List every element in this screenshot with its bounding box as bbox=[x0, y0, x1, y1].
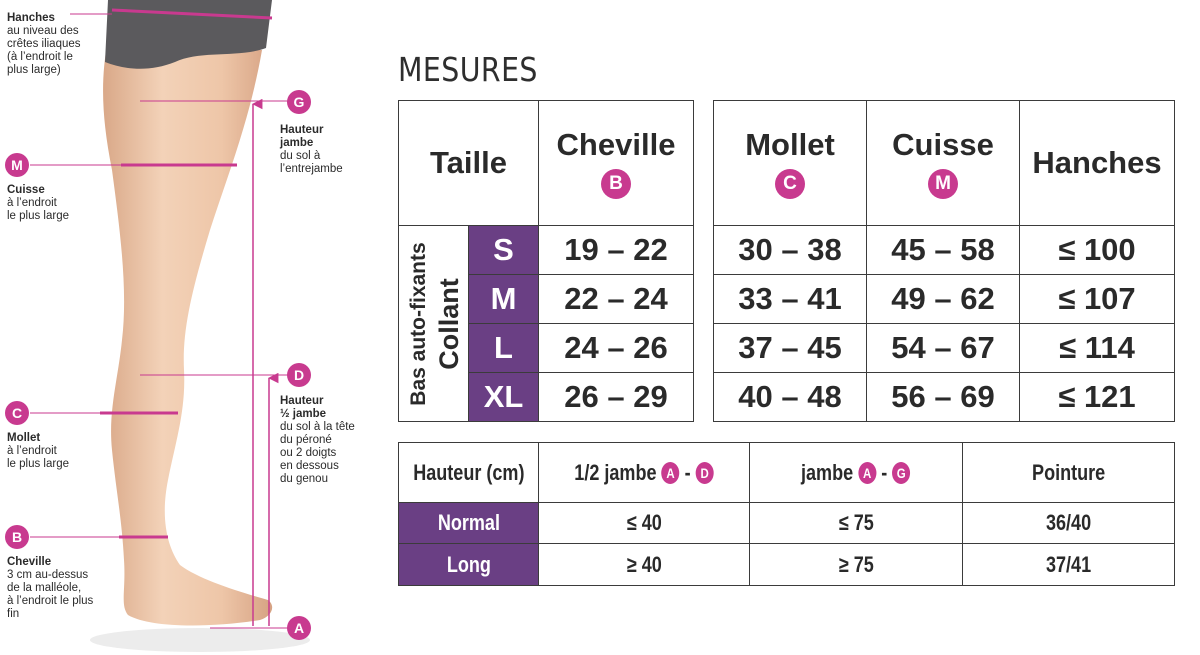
header-demi-sep: - bbox=[684, 459, 691, 485]
page-title: MESURES bbox=[398, 50, 538, 89]
note-hauteur-jambe bbox=[280, 124, 380, 176]
table-row bbox=[399, 226, 694, 275]
note-mollet-title: Mollet bbox=[7, 432, 41, 444]
mollet-cell: 40 – 48 bbox=[714, 373, 867, 422]
header-demi-jambe-label: 1/2 jambe bbox=[574, 459, 657, 485]
note-cheville-title: Cheville bbox=[7, 556, 52, 568]
demi-jambe-cell: ≥ 40 bbox=[539, 544, 750, 586]
hanches-cell: ≤ 114 bbox=[1020, 324, 1175, 373]
note-hauteur-demi-desc: du sol à la tête du péroné ou 2 doigts en dessous du genou bbox=[280, 421, 355, 485]
table-row bbox=[714, 373, 1175, 422]
table-row bbox=[714, 275, 1175, 324]
pointure-cell: 37/41 bbox=[963, 544, 1175, 586]
mollet-cell: 37 – 45 bbox=[714, 324, 867, 373]
note-cuisse-title: Cuisse bbox=[7, 184, 45, 196]
header-pointure: Pointure bbox=[963, 443, 1175, 503]
header-cheville bbox=[539, 101, 694, 226]
note-hanches-title: Hanches bbox=[7, 12, 55, 24]
cuisse-cell: 45 – 58 bbox=[867, 226, 1020, 275]
header-cheville-label: Cheville bbox=[556, 126, 676, 162]
note-cuisse bbox=[7, 184, 107, 223]
cuisse-cell: 56 – 69 bbox=[867, 373, 1020, 422]
table-taille-cheville bbox=[398, 100, 694, 422]
badge-jambe-to: G bbox=[893, 462, 911, 484]
hauteur-label-cell: Normal bbox=[399, 503, 539, 544]
cheville-cell: 19 – 22 bbox=[539, 226, 694, 275]
cuisse-cell: 54 – 67 bbox=[867, 324, 1020, 373]
header-taille: Taille bbox=[399, 101, 539, 226]
note-mollet-desc: à l’endroit le plus large bbox=[7, 445, 70, 470]
jambe-cell: ≥ 75 bbox=[750, 544, 963, 586]
badge-cuisse: M bbox=[928, 169, 958, 199]
note-cheville bbox=[7, 556, 117, 621]
mollet-cell: 30 – 38 bbox=[714, 226, 867, 275]
header-mollet-label: Mollet bbox=[745, 126, 835, 162]
table-hauteur bbox=[398, 442, 1175, 586]
badge-cheville: B bbox=[601, 169, 631, 199]
badge-b: B bbox=[5, 525, 29, 549]
note-mollet bbox=[7, 432, 107, 471]
badge-a: A bbox=[287, 616, 311, 640]
badge-g: G bbox=[287, 90, 311, 114]
note-hauteur-demi bbox=[280, 395, 380, 486]
size-cell: XL bbox=[469, 373, 539, 422]
header-jambe-sep: - bbox=[881, 459, 888, 485]
table-row bbox=[714, 226, 1175, 275]
note-hauteur-jambe-desc: du sol à l’entrejambe bbox=[280, 150, 343, 175]
table-row bbox=[399, 503, 1175, 544]
header-cuisse bbox=[867, 101, 1020, 226]
pointure-cell: 36/40 bbox=[963, 503, 1175, 544]
row-label-line1: Bas auto-fixants bbox=[406, 241, 430, 406]
badge-mollet: C bbox=[775, 169, 805, 199]
row-label-line2: Collant bbox=[433, 277, 464, 370]
note-cuisse-desc: à l’endroit le plus large bbox=[7, 197, 70, 222]
note-cheville-desc: 3 cm au-dessus de la malléole, à l’endroit le plus fin bbox=[7, 569, 94, 620]
badge-jambe-from: A bbox=[859, 462, 877, 484]
table-mollet-cuisse-hanches bbox=[713, 100, 1175, 422]
badge-m: M bbox=[5, 153, 29, 177]
note-hanches bbox=[7, 12, 107, 77]
cheville-cell: 24 – 26 bbox=[539, 324, 694, 373]
mollet-cell: 33 – 41 bbox=[714, 275, 867, 324]
cheville-cell: 22 – 24 bbox=[539, 275, 694, 324]
demi-jambe-cell: ≤ 40 bbox=[539, 503, 750, 544]
header-hauteur: Hauteur (cm) bbox=[399, 443, 539, 503]
note-hauteur-demi-title: Hauteur ½ jambe bbox=[280, 395, 327, 420]
note-hauteur-jambe-title: Hauteur jambe bbox=[280, 124, 324, 149]
size-cell: L bbox=[469, 324, 539, 373]
hauteur-label-cell: Long bbox=[399, 544, 539, 586]
table-row bbox=[399, 544, 1175, 586]
header-demi-jambe bbox=[539, 443, 750, 503]
row-label-vertical bbox=[399, 226, 469, 422]
badge-c: C bbox=[5, 401, 29, 425]
badge-demi-to: D bbox=[696, 462, 714, 484]
header-cuisse-label: Cuisse bbox=[892, 126, 994, 162]
note-hanches-desc: au niveau des crêtes iliaques (à l’endroit le plus large) bbox=[7, 25, 81, 76]
size-cell: M bbox=[469, 275, 539, 324]
hanches-cell: ≤ 121 bbox=[1020, 373, 1175, 422]
header-hanches: Hanches bbox=[1020, 101, 1175, 226]
cuisse-cell: 49 – 62 bbox=[867, 275, 1020, 324]
hanches-cell: ≤ 100 bbox=[1020, 226, 1175, 275]
cheville-cell: 26 – 29 bbox=[539, 373, 694, 422]
size-cell: S bbox=[469, 226, 539, 275]
badge-d: D bbox=[287, 363, 311, 387]
header-jambe bbox=[750, 443, 963, 503]
hanches-cell: ≤ 107 bbox=[1020, 275, 1175, 324]
jambe-cell: ≤ 75 bbox=[750, 503, 963, 544]
header-jambe-label: jambe bbox=[801, 459, 854, 485]
badge-demi-from: A bbox=[662, 462, 680, 484]
header-mollet bbox=[714, 101, 867, 226]
table-row bbox=[714, 324, 1175, 373]
floor-shadow bbox=[90, 628, 310, 652]
